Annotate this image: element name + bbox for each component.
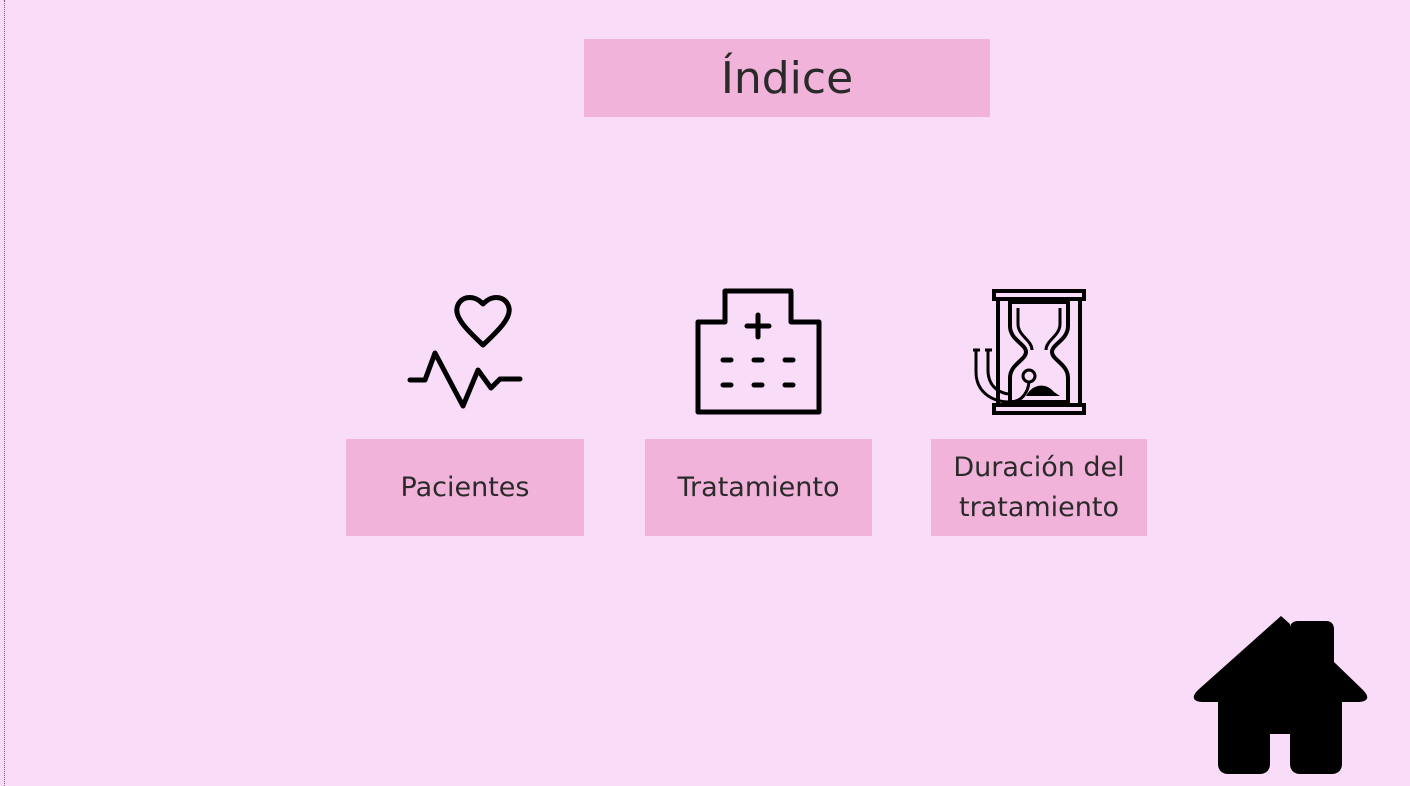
tratamiento-button[interactable] (645, 439, 872, 536)
page-title (584, 39, 990, 117)
home-icon[interactable] (1190, 612, 1372, 780)
page-border (4, 0, 5, 786)
tratamiento-label: Tratamiento (677, 471, 840, 503)
duracion-label-line2: tratamiento (959, 491, 1119, 523)
pacientes-button[interactable] (346, 439, 584, 536)
duracion-label-line1: Duración del (953, 451, 1125, 483)
hourglass-stethoscope-icon[interactable] (970, 288, 1090, 418)
duracion-tratamiento-button[interactable] (931, 439, 1147, 536)
hospital-icon[interactable] (695, 288, 823, 416)
pacientes-label: Pacientes (400, 471, 530, 503)
page-title-text: Índice (720, 52, 854, 104)
heart-pulse-icon[interactable] (405, 290, 525, 412)
duracion-tratamiento-label (953, 448, 1124, 528)
